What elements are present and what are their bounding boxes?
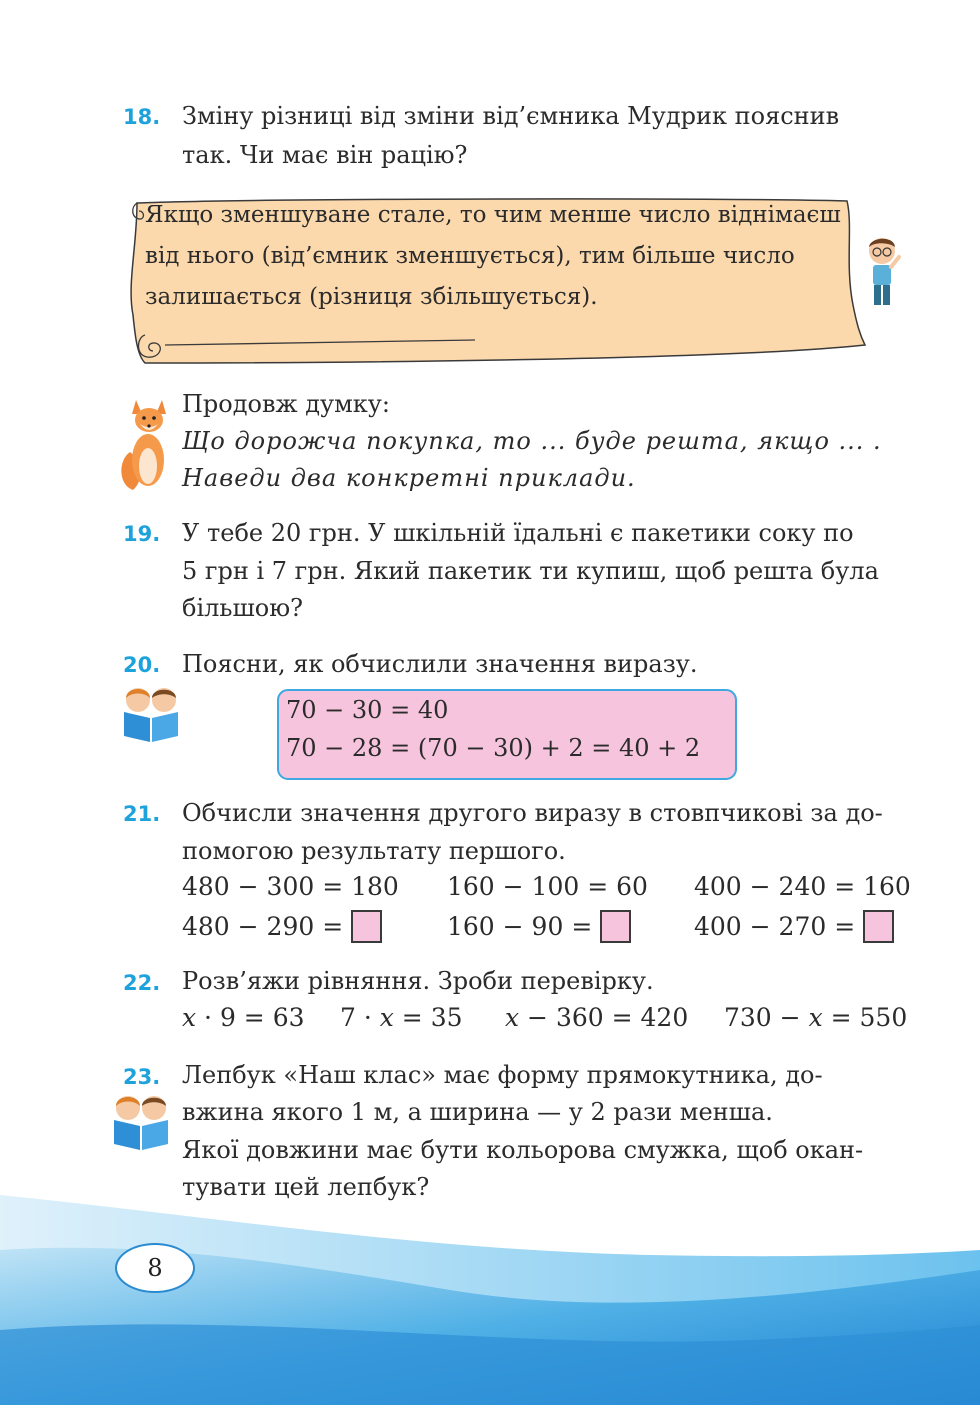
- exercise-text: вжина якого 1 м, а ширина — у 2 рази менша.: [182, 1098, 773, 1126]
- answer-box[interactable]: [600, 910, 631, 943]
- example-line: 70 − 28 = (70 − 30) + 2 = 40 + 2: [286, 734, 701, 762]
- exercise-text: тувати цей лепбук?: [182, 1173, 430, 1201]
- scroll-text: від нього (від’ємник зменшується), тим більше число: [145, 243, 795, 269]
- boy-character-icon: [862, 235, 904, 310]
- exercise-number: 18.: [123, 105, 161, 129]
- exercise-text: 5 грн і 7 грн. Який пакетик ти купиш, щоб решта була: [182, 557, 879, 585]
- kids-reading-icon: [106, 1090, 176, 1154]
- fox-text: Що дорожча покупка, то ... буде решта, якщо ... .: [182, 427, 882, 455]
- equation: x − 360 = 420: [505, 1003, 689, 1032]
- exercise-number: 19.: [123, 522, 161, 546]
- exercise-number: 21.: [123, 802, 161, 826]
- scroll-text: залишається (різниця збільшується).: [145, 284, 598, 310]
- expression: 400 − 270 =: [694, 912, 856, 941]
- fox-character-icon: [118, 390, 178, 495]
- exercise-text: помогою результату першого.: [182, 837, 566, 865]
- exercise-text: Якої довжини має бути кольорова смужка, щоб окан-: [182, 1136, 864, 1164]
- expression: 160 − 90 =: [447, 912, 593, 941]
- expression: 160 − 100 = 60: [447, 872, 648, 901]
- exercise-text: так. Чи має він рацію?: [182, 141, 468, 169]
- exercise-text: Поясни, як обчислили значення виразу.: [182, 650, 698, 678]
- exercise-number: 23.: [123, 1065, 161, 1089]
- exercise-text: Зміну різниці від зміни від’ємника Мудрик пояснив: [182, 102, 840, 130]
- answer-box[interactable]: [863, 910, 894, 943]
- exercise-text: Обчисли значення другого виразу в стовпчикові за до-: [182, 799, 883, 827]
- exercise-number: 22.: [123, 971, 161, 995]
- exercise-text: більшою?: [182, 594, 303, 622]
- equation: x · 9 = 63: [182, 1003, 305, 1032]
- expression: 480 − 300 = 180: [182, 872, 399, 901]
- exercise-text: У тебе 20 грн. У шкільній їдальні є пакетики соку по: [182, 519, 854, 547]
- answer-box[interactable]: [351, 910, 382, 943]
- fox-text: Наведи два конкретні приклади.: [182, 464, 636, 492]
- expression-with-blank: [694, 910, 894, 943]
- equation: 730 − x = 550: [724, 1003, 908, 1032]
- exercise-text: Розв’яжи рівняння. Зроби перевірку.: [182, 967, 654, 995]
- scroll-text: Якщо зменшуване стале, то чим менше число віднімаєш: [145, 202, 841, 228]
- equation: 7 · x = 35: [340, 1003, 463, 1032]
- example-line: 70 − 30 = 40: [286, 696, 449, 724]
- kids-reading-icon: [116, 684, 186, 744]
- expression-with-blank: [182, 910, 382, 943]
- expression-with-blank: [447, 910, 631, 943]
- fox-title: Продовж думку:: [182, 390, 390, 418]
- expression: 400 − 240 = 160: [694, 872, 911, 901]
- page-number: 8: [115, 1243, 195, 1293]
- exercise-number: 20.: [123, 653, 161, 677]
- exercise-text: Лепбук «Наш клас» має форму прямокутника, до-: [182, 1061, 823, 1089]
- expression: 480 − 290 =: [182, 912, 344, 941]
